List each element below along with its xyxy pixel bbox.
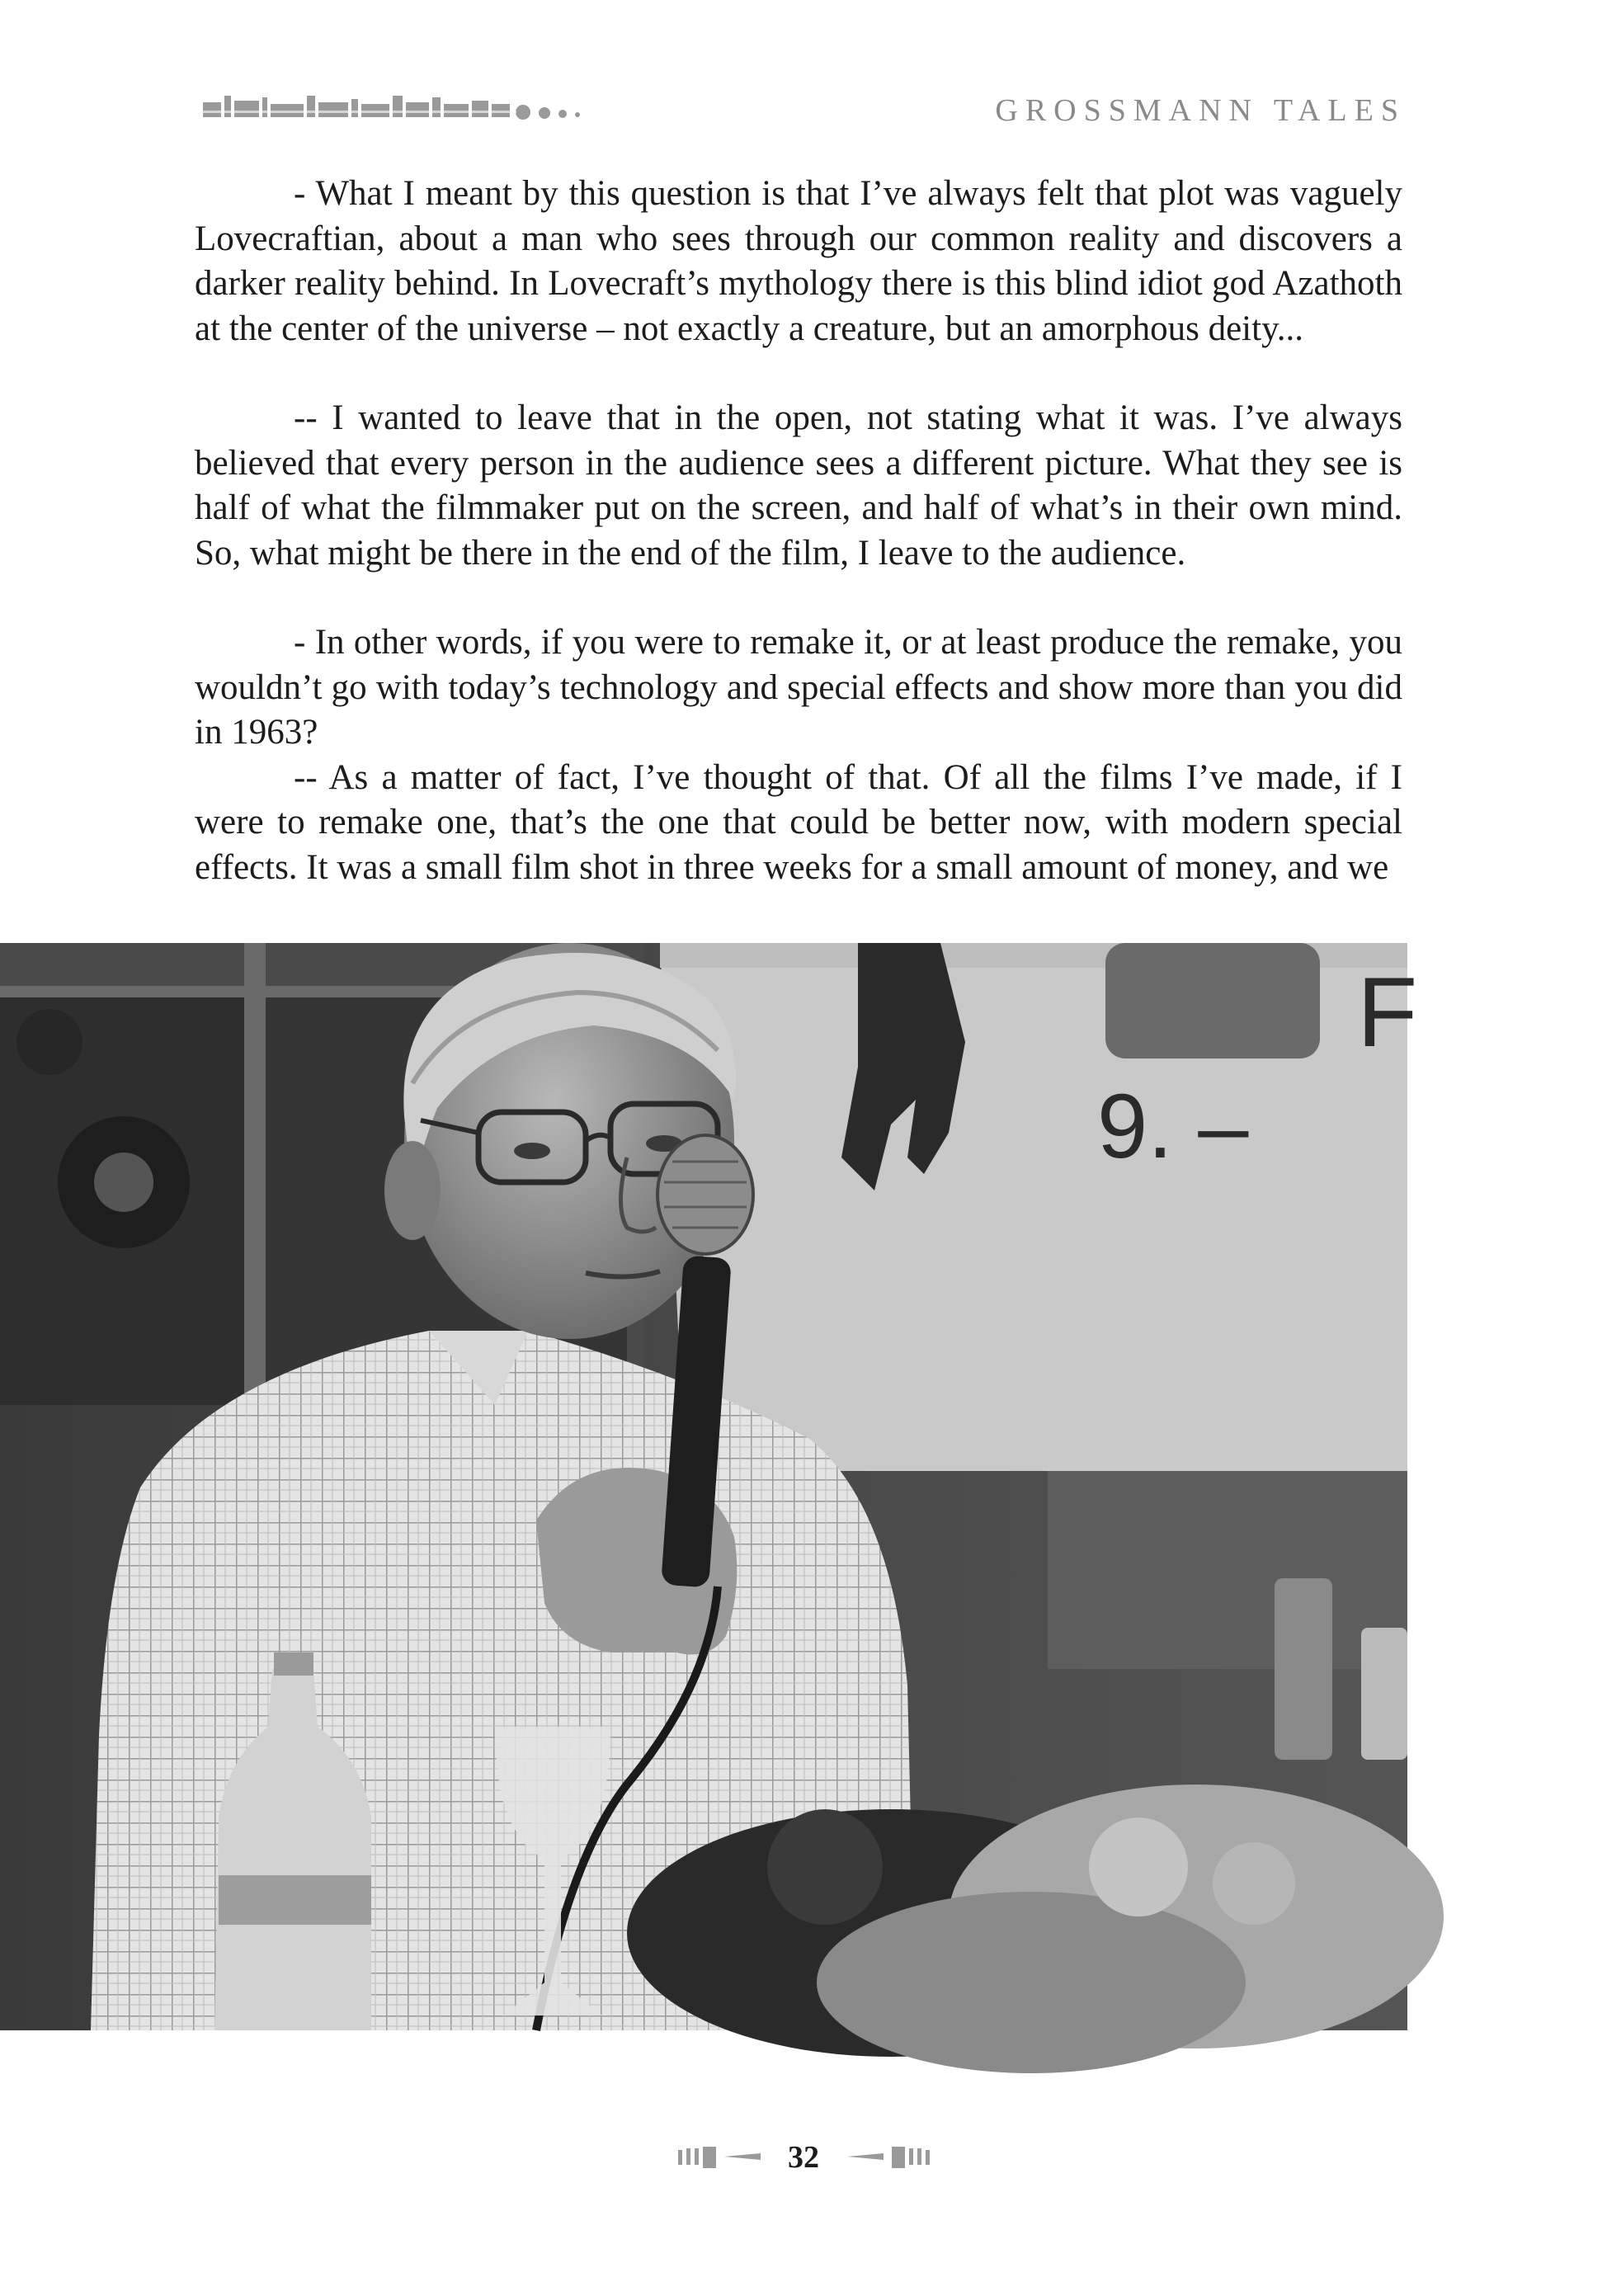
folio-ornament-left bbox=[678, 2145, 769, 2170]
banner-text: F bbox=[1357, 957, 1418, 1068]
page-folio bbox=[0, 2135, 1607, 2177]
running-title: GROSSMANN TALES bbox=[995, 93, 1406, 128]
folio-ornament-right bbox=[839, 2145, 930, 2170]
paragraph-question-2: - In other words, if you were to remake it, or at least produce the remake, you wouldn’t go with today’s technology and special effects and show more than you did in 1963? bbox=[195, 623, 1402, 752]
paragraph-question-1: - What I meant by this question is that I’ve always felt that plot was vaguely Lovecraftian, about a man who sees through our common reality and discovers a darker reality behind. In Lovecraft’s mythology there is this blind idiot god Azathoth at the center of the universe – not exactly a creature, but an amorphous deity... bbox=[195, 174, 1402, 348]
paragraph-answer-1: -- I wanted to leave that in the open, not stating what it was. I’ve always believed that every person in the audience sees a different picture. What they see is half of what the filmmaker put on the screen, and half of what’s in their own mind. So, what might be there in the end of the film, I leave to the audience. bbox=[195, 398, 1402, 573]
banner-subtext: 9. – bbox=[1097, 1076, 1249, 1177]
header-ornament bbox=[203, 91, 591, 124]
paragraph-answer-2: -- As a matter of fact, I’ve thought of that. Of all the films I’ve made, if I were to remake one, that’s the one that could be better now, with modern special effects. It was a small film shot in three weeks for a small amount of money, and we bbox=[195, 757, 1402, 887]
body-text bbox=[195, 172, 1402, 890]
page-number: 32 bbox=[788, 2140, 819, 2176]
photo-illustration bbox=[0, 943, 1418, 2030]
speaker-photo bbox=[0, 943, 1418, 2030]
